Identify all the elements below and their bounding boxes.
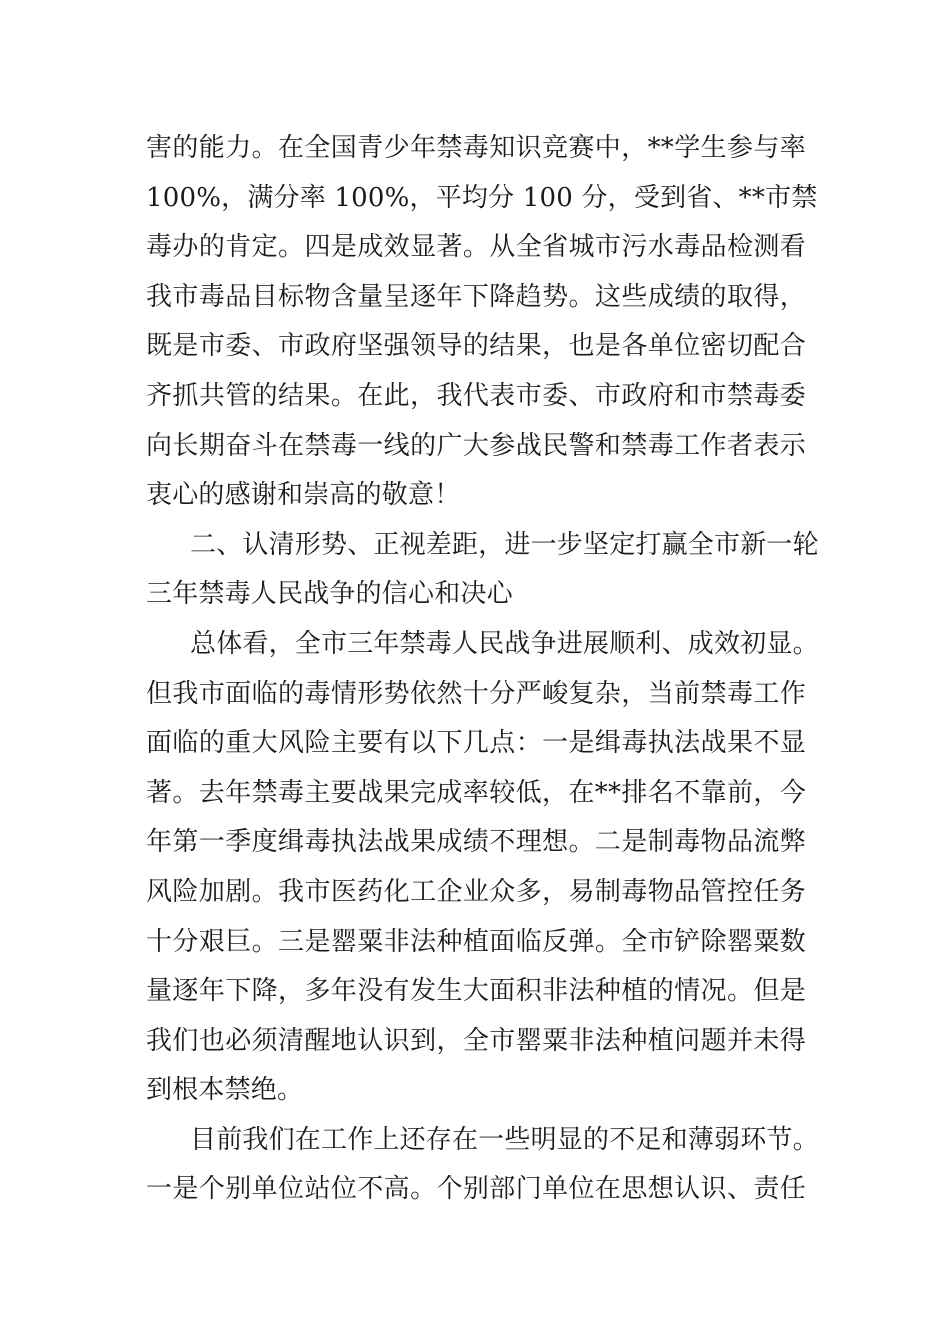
paragraph-situation: [146, 620, 819, 1116]
text-line: 害的能力。在全国青少年禁毒知识竞赛中，**学生参与率: [146, 133, 806, 163]
text-line: 著。去年禁毒主要战果完成率较低，在**排名不靠前，今: [146, 777, 806, 808]
text-line: 我们也必须清醒地认识到，全市罂粟非法种植问题并未得: [146, 1025, 806, 1056]
text-line: 齐抓共管的结果。在此，我代表市委、市政府和市禁毒委: [146, 380, 806, 411]
text-line: 风险加剧。我市医药化工企业众多，易制毒物品管控任务: [146, 876, 806, 907]
text-line: 到根本禁绝。: [146, 1075, 304, 1106]
text-line: 面临的重大风险主要有以下几点：一是缉毒执法战果不显: [146, 728, 806, 759]
text-line: 目前我们在工作上还存在一些明显的不足和薄弱环节。: [190, 1124, 819, 1155]
text-line: 量逐年下降，多年没有发生大面积非法种植的情况。但是: [146, 976, 806, 1007]
paragraph-shortcomings: [146, 1116, 819, 1215]
text-line: 二、认清形势、正视差距，进一步坚定打赢全市新一轮: [190, 529, 819, 560]
text-line: 三年禁毒人民战争的信心和决心: [146, 579, 513, 610]
text-line: 年第一季度缉毒执法战果成绩不理想。二是制毒物品流弊: [146, 827, 806, 858]
section-heading-2: [146, 521, 819, 620]
text-line: 我市毒品目标物含量呈逐年下降趋势。这些成绩的取得，: [146, 281, 806, 312]
text-line: 总体看，全市三年禁毒人民战争进展顺利、成效初显。: [190, 628, 819, 659]
text-line: 衷心的感谢和崇高的敬意！: [146, 480, 461, 511]
text-line: 但我市面临的毒情形势依然十分严峻复杂，当前禁毒工作: [146, 678, 806, 709]
paragraph-achievements: [146, 124, 818, 521]
text-line: 毒办的肯定。四是成效显著。从全省城市污水毒品检测看: [146, 232, 806, 263]
text-line: 一是个别单位站位不高。个别部门单位在思想认识、责任: [146, 1174, 806, 1205]
document-page: [146, 124, 819, 1215]
text-line: 十分艰巨。三是罂粟非法种植面临反弹。全市铲除罂粟数: [146, 926, 806, 957]
text-line: 向长期奋斗在禁毒一线的广大参战民警和禁毒工作者表示: [146, 430, 806, 461]
text-line: 100%，满分率 100%，平均分 100 分，受到省、**市禁: [146, 182, 818, 213]
text-line: 既是市委、市政府坚强领导的结果，也是各单位密切配合: [146, 331, 806, 362]
